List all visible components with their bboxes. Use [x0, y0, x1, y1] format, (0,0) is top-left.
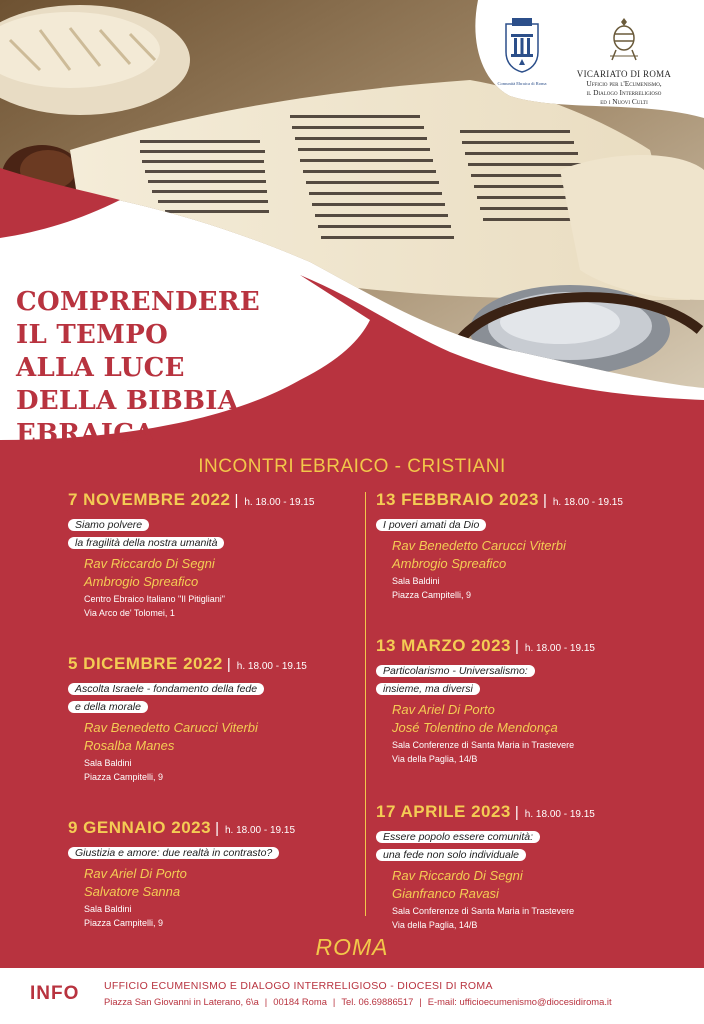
poster-title: [16, 286, 316, 451]
event-topic: Siamo polvere: [68, 519, 149, 531]
event-date: 7 NOVEMBRE 2022: [68, 490, 231, 509]
event-topic: Essere popolo essere comunità:: [376, 831, 540, 843]
vicariato-line-1: Ufficio per l'Ecumenismo,: [586, 79, 662, 88]
event-venue: Sala Baldini: [84, 758, 132, 768]
event-separator: |: [215, 820, 219, 837]
event-date: 17 APRILE 2023: [376, 802, 511, 821]
title-line-1: COMPRENDERE: [16, 287, 260, 317]
footer-cap: 00184 Roma: [273, 996, 327, 1007]
event-venue: Centro Ebraico Italiano "Il Pitigliani": [84, 594, 225, 604]
event-venue: Sala Conferenze di Santa Maria in Trastevere: [392, 740, 575, 750]
event-speaker: Rosalba Manes: [84, 738, 175, 753]
vicariato-line-3: ed i Nuovi Culti: [600, 97, 648, 106]
event-topic: una fede non solo individuale: [376, 849, 526, 861]
event-topic: I poveri amati da Dio: [376, 519, 486, 531]
event-separator: |: [234, 492, 239, 509]
footer-email[interactable]: E-mail: ufficioecumenismo@diocesidiroma.it: [427, 996, 612, 1007]
vicariato-line-2: il Dialogo Interreligioso: [586, 88, 662, 97]
event-separator: |: [515, 638, 519, 655]
event-date: 13 MARZO 2023: [376, 636, 511, 655]
event-time: h. 18.00 - 19.15: [224, 825, 296, 836]
event-speaker: Salvatore Sanna: [84, 884, 181, 899]
footer-separator: |: [332, 996, 336, 1007]
city-label: ROMA: [315, 934, 389, 960]
footer-phone: Tel. 06.69886517: [341, 996, 414, 1007]
event-venue: Sala Baldini: [84, 904, 132, 914]
shield-emblem-icon: [502, 16, 542, 74]
event-topic: Giustizia e amore: due realtà in contrasto?: [68, 847, 279, 859]
event-speaker: Rav Ariel Di Porto: [84, 866, 187, 881]
event-card: [376, 490, 623, 602]
vicariato-logo: [568, 16, 680, 106]
footer-contact-line: [104, 996, 612, 1007]
footer-separator: |: [264, 996, 268, 1007]
event-topic: la fragilità della nostra umanità: [68, 537, 224, 549]
jewish-community-logo: [492, 16, 552, 86]
event-separator: |: [514, 804, 519, 821]
event-separator: |: [542, 492, 547, 509]
event-date: 13 FEBBRAIO 2023: [376, 490, 539, 509]
event-date: 5 DICEMBRE 2022: [68, 654, 223, 673]
event-speaker: Ambrogio Spreafico: [392, 556, 507, 571]
event-card: [376, 636, 595, 766]
footer-separator: |: [419, 996, 422, 1007]
papal-tiara-icon: [607, 16, 641, 62]
event-time: h. 18.00 - 19.15: [524, 643, 595, 654]
event-address: Piazza Campitelli, 9: [392, 590, 472, 600]
event-speaker: Rav Ariel Di Porto: [392, 702, 495, 717]
event-card: [68, 654, 307, 784]
event-speaker: Gianfranco Ravasi: [392, 886, 499, 901]
event-separator: |: [226, 656, 231, 673]
footer-address: Piazza San Giovanni in Laterano, 6\a: [104, 996, 259, 1007]
footer-office-title: UFFICIO ECUMENISMO E DIALOGO INTERRELIGIOSO - DIOCESI DI ROMA: [104, 980, 493, 992]
event-time: h. 18.00 - 19.15: [236, 661, 307, 672]
event-time: h. 18.00 - 19.15: [552, 497, 623, 508]
event-speaker: Rav Benedetto Carucci Viterbi: [392, 538, 566, 553]
event-topic: Ascolta Israele - fondamento della fede: [68, 683, 264, 695]
event-speaker: Rav Riccardo Di Segni: [84, 556, 215, 571]
poster-subtitle: INCONTRI EBRAICO - CRISTIANI: [198, 456, 506, 477]
event-time: h. 18.00 - 19.15: [524, 809, 595, 820]
event-address: Via Arco de' Tolomei, 1: [84, 608, 175, 618]
footer: [0, 968, 704, 1024]
info-label: INFO: [30, 983, 80, 1004]
event-topic: insieme, ma diversi: [376, 683, 480, 695]
event-venue: Sala Conferenze di Santa Maria in Trastevere: [392, 906, 575, 916]
title-line-5: EBRAICA: [16, 419, 155, 449]
event-card: [376, 802, 595, 932]
event-speaker: Rav Riccardo Di Segni: [392, 868, 523, 883]
title-line-2: IL TEMPO: [16, 320, 169, 350]
event-card: [68, 490, 314, 620]
event-address: Via della Paglia, 14/B: [392, 754, 478, 764]
column-divider: [365, 492, 366, 916]
event-speaker: José Tolentino de Mendonça: [392, 720, 558, 735]
vicariato-title: VICARIATO DI ROMA: [576, 69, 672, 79]
event-speaker: Rav Benedetto Carucci Viterbi: [84, 720, 258, 735]
event-card: [68, 818, 295, 930]
event-venue: Sala Baldini: [392, 576, 440, 586]
event-speaker: Ambrogio Spreafico: [84, 574, 199, 589]
event-topic: Particolarismo - Universalismo:: [376, 665, 535, 677]
jewish-community-caption: Comunità Ebraica di Roma: [497, 81, 547, 86]
event-address: Via della Paglia, 14/B: [392, 920, 478, 930]
title-line-3: ALLA LUCE: [16, 353, 185, 383]
event-address: Piazza Campitelli, 9: [84, 918, 164, 928]
event-topic: e della morale: [68, 701, 148, 713]
event-date: 9 GENNAIO 2023: [68, 818, 212, 837]
title-line-4: DELLA BIBBIA: [16, 386, 239, 416]
event-time: h. 18.00 - 19.15: [244, 497, 315, 508]
event-address: Piazza Campitelli, 9: [84, 772, 164, 782]
